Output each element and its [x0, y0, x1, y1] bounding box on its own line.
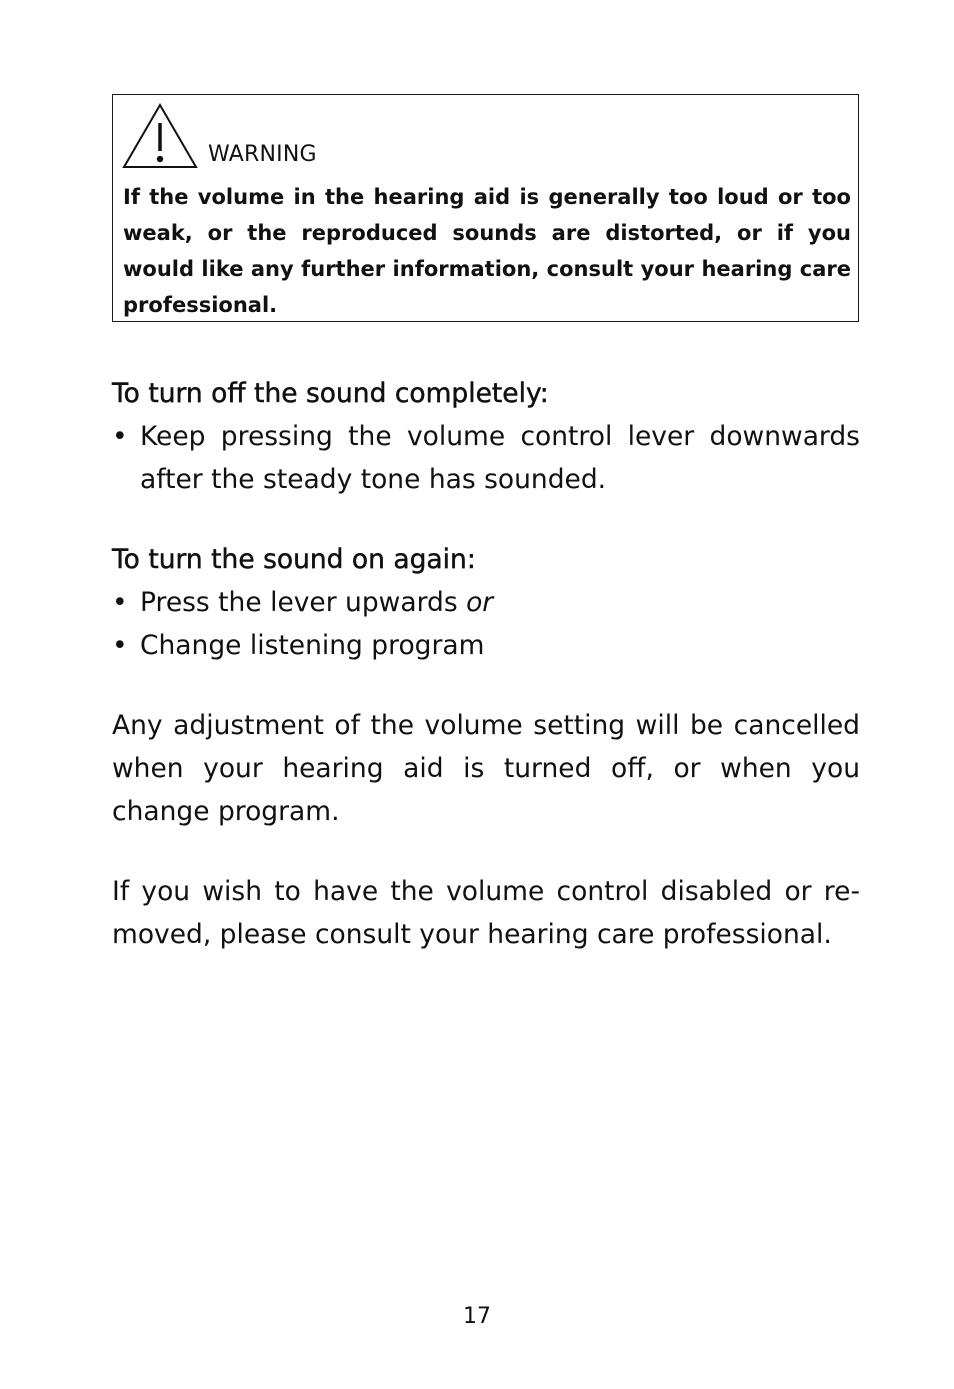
warning-title: WARNING: [208, 142, 317, 167]
list-item: [112, 624, 860, 667]
warning-box: [112, 94, 859, 322]
list-item-text: Press the lever upwards: [140, 587, 467, 618]
adjustment-paragraph: Any adjustment of the volume setting will be cancelled when your hearing aid is turned off, or when you change program.: [112, 710, 860, 827]
disable-paragraph: If you wish to have the volume control disabled or removed, please consult your hearing care professional.: [112, 876, 860, 950]
turn-on-section: [112, 538, 860, 667]
bullet-mark: •: [112, 630, 128, 661]
warning-triangle-icon: [122, 103, 198, 171]
turn-off-section: [112, 372, 860, 501]
page-number: 17: [463, 1304, 491, 1329]
bullet-mark: •: [112, 421, 128, 452]
turn-off-list: [112, 415, 860, 501]
list-item: [112, 415, 860, 501]
turn-off-heading: To turn off the sound completely:: [112, 378, 549, 409]
turn-on-heading: To turn the sound on again:: [112, 544, 476, 575]
list-item-emphasis: or: [466, 587, 494, 618]
list-item: [112, 581, 860, 624]
bullet-mark: •: [112, 587, 128, 618]
disable-paragraph-block: [112, 870, 860, 956]
list-item-text: Change listening program: [140, 630, 485, 661]
turn-on-list: [112, 581, 860, 667]
warning-text: If the volume in the hearing aid is generally too loud or too weak, or the reproduced sounds are distorted, or if you would like any further information, consult your hearing care professional.: [123, 185, 851, 317]
adjustment-paragraph-block: [112, 704, 860, 833]
list-item-text: Keep pressing the volume control lever downwards after the steady tone has sounded.: [140, 421, 860, 495]
